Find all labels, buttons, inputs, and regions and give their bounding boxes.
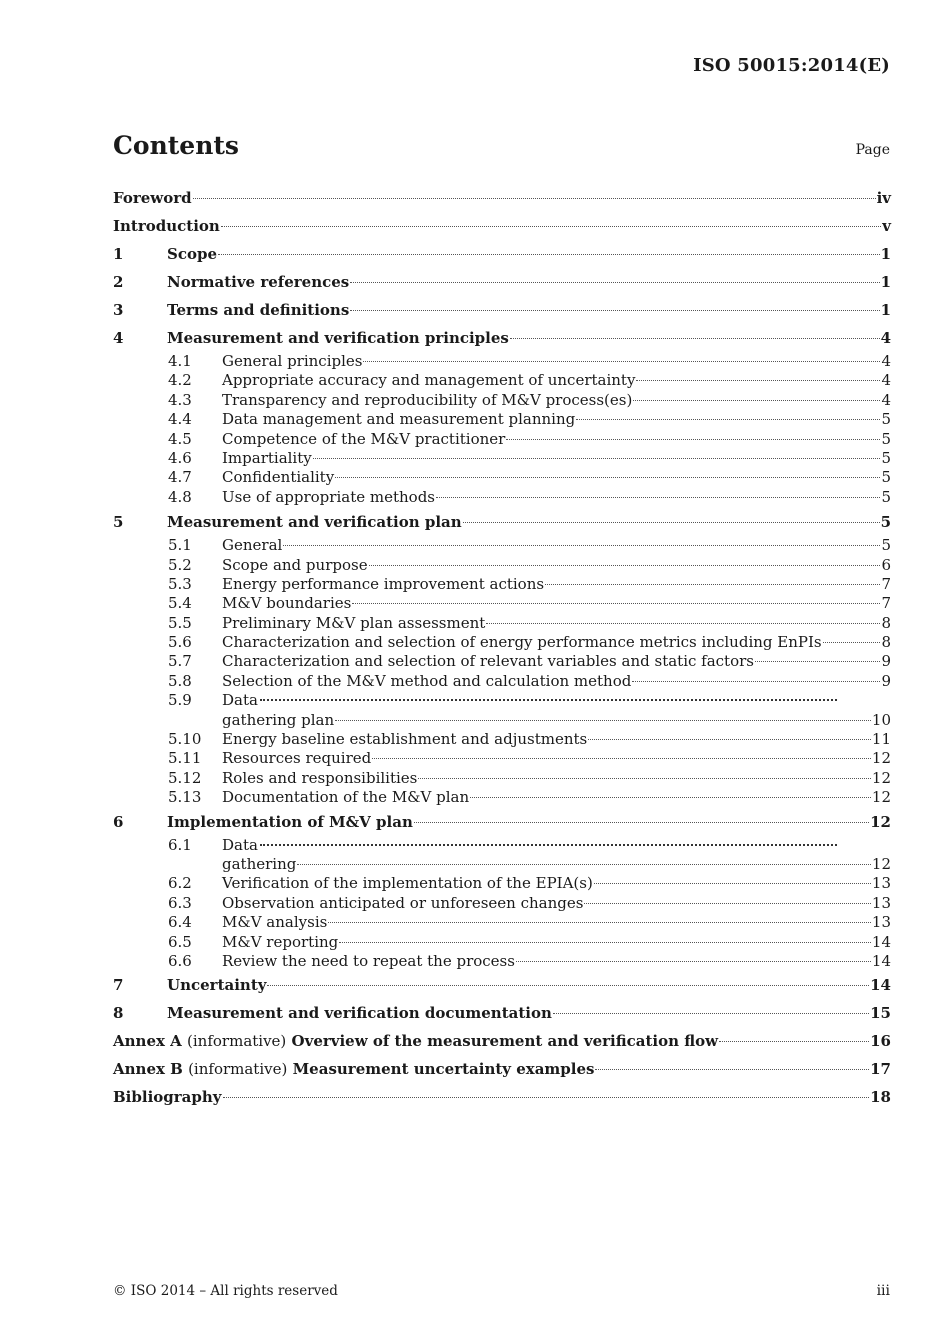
- toc-number: 4.8: [168, 487, 192, 506]
- toc-number: 5.5: [168, 613, 192, 632]
- toc-entry-6-6[interactable]: [168, 952, 891, 971]
- toc-title: Documentation of the M&V plan: [222, 788, 470, 807]
- toc-entry-6-3[interactable]: [168, 894, 891, 913]
- toc-page: 5: [880, 513, 891, 532]
- toc-entry-bibliography[interactable]: [113, 1083, 891, 1111]
- annex-label: Annex A: [113, 1032, 182, 1051]
- toc-title-line2: gathering: [222, 855, 297, 873]
- toc-number: 5.3: [168, 574, 192, 593]
- toc-entry-5-13[interactable]: [168, 788, 891, 807]
- toc-title: Data management and measurement planning: [222, 410, 576, 429]
- toc-entry-5-10[interactable]: [168, 730, 891, 749]
- toc-number: 4.1: [168, 352, 192, 370]
- toc-title-line1: Data: [222, 835, 258, 854]
- annex-qualifier: (informative): [187, 1032, 287, 1051]
- toc-title: Energy baseline establishment and adjustments: [222, 730, 588, 749]
- toc-page: 7: [881, 574, 891, 593]
- toc-entry-4-8[interactable]: [168, 488, 891, 507]
- toc-title-line2: gathering plan: [222, 710, 335, 729]
- toc-entry-5-12[interactable]: [168, 769, 891, 788]
- toc-page: 5: [881, 429, 891, 448]
- toc-title: Selection of the M&V method and calculation method: [222, 671, 632, 690]
- toc-entry-5-3[interactable]: [168, 575, 891, 594]
- toc-entry-annex-b[interactable]: [113, 1055, 891, 1083]
- toc-number: 6: [113, 812, 124, 831]
- toc-title: Characterization and selection of energy performance metrics including EnPIs: [222, 633, 822, 652]
- toc-title: Observation anticipated or unforeseen changes: [222, 893, 584, 912]
- toc-page: 8: [881, 613, 891, 632]
- toc-page: 9: [881, 652, 891, 671]
- toc-title: Review the need to repeat the process: [222, 951, 515, 970]
- toc-entry-5-11[interactable]: [168, 749, 891, 768]
- toc-entry-annex-a[interactable]: [113, 1027, 891, 1055]
- toc-entry-foreword[interactable]: [113, 184, 891, 212]
- toc-title: Implementation of M&V plan: [167, 812, 413, 831]
- toc-title: Confidentiality: [222, 468, 335, 487]
- toc-number: 5.6: [168, 633, 192, 652]
- toc-entry-section-3[interactable]: [113, 296, 891, 324]
- toc-number: 4.7: [168, 468, 192, 487]
- toc-entry-4-1[interactable]: [168, 352, 891, 371]
- toc-number: 4.4: [168, 410, 192, 429]
- toc-title: Introduction: [113, 217, 220, 235]
- toc-page: 10: [871, 710, 891, 729]
- toc-page: 13: [871, 893, 891, 912]
- toc-number: 5: [113, 513, 124, 532]
- toc-entry-6-5[interactable]: [168, 933, 891, 952]
- toc-entry-section-4[interactable]: [113, 324, 891, 352]
- toc-title: Terms and definitions: [167, 301, 350, 319]
- toc-entry-5-9[interactable]: [168, 691, 891, 730]
- toc-page: 11: [871, 730, 891, 749]
- toc-title: Measurement and verification principles: [167, 329, 509, 347]
- toc-page: 8: [881, 633, 891, 652]
- toc-number: 5.4: [168, 594, 192, 613]
- toc-number: 5.9: [168, 691, 192, 710]
- toc-number: 5.13: [168, 788, 202, 807]
- toc-entry-section-8[interactable]: [113, 999, 891, 1027]
- table-of-contents: [113, 184, 891, 1111]
- toc-number: 6.5: [168, 932, 192, 951]
- toc-title: Normative references: [167, 273, 350, 291]
- toc-entry-section-5[interactable]: [113, 508, 891, 536]
- toc-page: 4: [880, 329, 891, 347]
- toc-entry-4-5[interactable]: [168, 430, 891, 449]
- toc-title: Scope and purpose: [222, 555, 368, 574]
- toc-page: 12: [870, 812, 891, 831]
- toc-page: 18: [870, 1088, 891, 1107]
- toc-title: General principles: [222, 352, 363, 370]
- toc-entry-5-2[interactable]: [168, 556, 891, 575]
- toc-page: 16: [870, 1032, 891, 1051]
- toc-page: 12: [871, 788, 891, 807]
- toc-entry-section-2[interactable]: [113, 268, 891, 296]
- toc-page: 12: [871, 855, 891, 873]
- toc-number: 5.12: [168, 768, 202, 787]
- toc-entry-4-3[interactable]: [168, 391, 891, 410]
- toc-number: 6.6: [168, 951, 192, 970]
- toc-page: 17: [870, 1060, 891, 1079]
- contents-heading: Contents: [113, 131, 240, 160]
- toc-entry-6-1[interactable]: [168, 836, 891, 875]
- toc-entry-section-1[interactable]: [113, 240, 891, 268]
- toc-number: 4.6: [168, 448, 192, 467]
- toc-page: 14: [871, 932, 891, 951]
- toc-title: Uncertainty: [167, 976, 267, 995]
- toc-page: iv: [876, 189, 891, 207]
- toc-entry-section-7[interactable]: [113, 971, 891, 999]
- toc-number: 5.10: [168, 730, 202, 749]
- toc-page: 14: [871, 951, 891, 970]
- toc-title: Energy performance improvement actions: [222, 574, 545, 593]
- toc-entry-4-2[interactable]: [168, 371, 891, 390]
- toc-number: 5.8: [168, 671, 192, 690]
- toc-title: General: [222, 536, 283, 555]
- annex-label: Annex B: [113, 1060, 183, 1079]
- toc-entry-5-8[interactable]: [168, 672, 891, 691]
- toc-entry-4-7[interactable]: [168, 468, 891, 487]
- toc-entry-section-6[interactable]: [113, 808, 891, 836]
- toc-title-line1: Data: [222, 691, 258, 710]
- toc-number: 8: [113, 1004, 124, 1023]
- toc-title: Appropriate accuracy and management of uncertainty: [222, 371, 636, 390]
- toc-number: 4.3: [168, 390, 192, 409]
- toc-page: 4: [881, 371, 891, 390]
- toc-page: 1: [880, 245, 891, 263]
- toc-entry-introduction[interactable]: [113, 212, 891, 240]
- toc-page: 5: [881, 536, 891, 555]
- toc-page: 14: [870, 976, 891, 995]
- toc-title: Measurement uncertainty examples: [292, 1060, 595, 1079]
- toc-number: 5.11: [168, 749, 202, 768]
- toc-page: 15: [870, 1004, 891, 1023]
- toc-page: v: [882, 217, 891, 235]
- toc-entry-6-4[interactable]: [168, 913, 891, 932]
- toc-number: 3: [113, 301, 124, 319]
- toc-number: 4: [113, 329, 124, 347]
- toc-page: 7: [881, 594, 891, 613]
- toc-number: 4.5: [168, 429, 192, 448]
- toc-title: Transparency and reproducibility of M&V process(es): [222, 390, 633, 409]
- toc-number: 6.2: [168, 874, 192, 893]
- toc-entry-4-6[interactable]: [168, 449, 891, 468]
- toc-title: Preliminary M&V plan assessment: [222, 613, 486, 632]
- toc-page: 6: [881, 555, 891, 574]
- toc-number: 4.2: [168, 371, 192, 390]
- toc-page: 1: [880, 273, 891, 291]
- toc-title: Measurement and verification documentation: [167, 1004, 552, 1023]
- toc-page: 12: [871, 768, 891, 787]
- toc-entry-5-5[interactable]: [168, 614, 891, 633]
- toc-number: 6.3: [168, 893, 192, 912]
- toc-title: Impartiality: [222, 448, 312, 467]
- toc-title: Roles and responsibilities: [222, 768, 418, 787]
- toc-page: 13: [871, 913, 891, 932]
- toc-title: Bibliography: [113, 1088, 222, 1107]
- toc-page: 5: [881, 448, 891, 467]
- toc-title: Use of appropriate methods: [222, 487, 435, 506]
- toc-title: M&V analysis: [222, 913, 328, 932]
- toc-page: 4: [881, 390, 891, 409]
- toc-entry-5-4[interactable]: [168, 594, 891, 613]
- page-column-label: Page: [855, 142, 890, 158]
- toc-page: 1: [880, 301, 891, 319]
- toc-page: 5: [881, 410, 891, 429]
- toc-title: Scope: [167, 245, 218, 263]
- annex-qualifier: (informative): [188, 1060, 288, 1079]
- toc-number: 6.4: [168, 913, 192, 932]
- document-id: ISO 50015:2014(E): [693, 55, 890, 76]
- toc-page: 12: [871, 749, 891, 768]
- toc-title: Foreword: [113, 189, 192, 207]
- toc-number: 5.1: [168, 536, 192, 555]
- page-number: iii: [876, 1283, 890, 1299]
- toc-title: Overview of the measurement and verification flow: [291, 1032, 719, 1051]
- toc-page: 13: [871, 874, 891, 893]
- toc-number: 2: [113, 273, 124, 291]
- toc-number: 6.1: [168, 835, 192, 854]
- toc-title: Competence of the M&V practitioner: [222, 429, 506, 448]
- toc-number: 5.2: [168, 555, 192, 574]
- copyright-notice: © ISO 2014 – All rights reserved: [113, 1283, 338, 1299]
- toc-title: M&V boundaries: [222, 594, 352, 613]
- toc-title: Resources required: [222, 749, 372, 768]
- toc-page: 4: [881, 352, 891, 370]
- toc-title: M&V reporting: [222, 932, 339, 951]
- toc-entry-4-4[interactable]: [168, 410, 891, 429]
- toc-entry-5-7[interactable]: [168, 652, 891, 671]
- toc-entry-6-2[interactable]: [168, 874, 891, 893]
- toc-page: 5: [881, 468, 891, 487]
- toc-number: 5.7: [168, 652, 192, 671]
- toc-title: Measurement and verification plan: [167, 513, 462, 532]
- toc-page: 9: [881, 671, 891, 690]
- toc-entry-5-6[interactable]: [168, 633, 891, 652]
- toc-number: 7: [113, 976, 124, 995]
- toc-title: Verification of the implementation of the EPIA(s): [222, 874, 593, 893]
- toc-entry-5-1[interactable]: [168, 536, 891, 555]
- toc-title: Characterization and selection of relevant variables and static factors: [222, 652, 754, 671]
- toc-number: 1: [113, 245, 124, 263]
- toc-page: 5: [881, 487, 891, 506]
